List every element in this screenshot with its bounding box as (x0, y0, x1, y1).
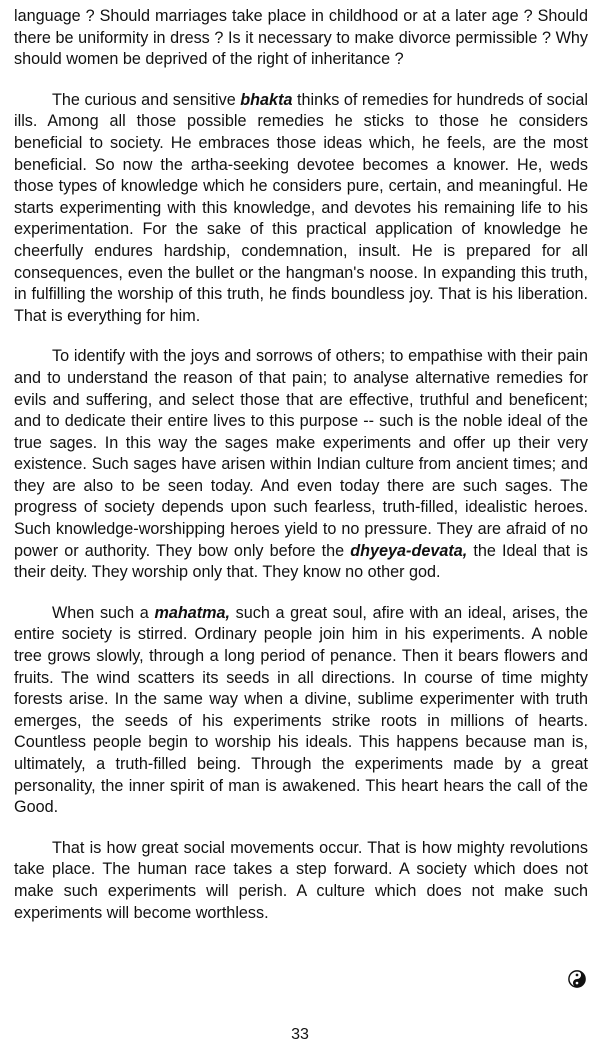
paragraph-3-text-a: To identify with the joys and sorrows of others; to empathise with their pain and to understand the reason of that pain; to analyse alternative remedies for evils and suffering, and select those that are effective, truthful and beneficent; and to dedicate their entire lives to this purpose -- such is the noble ideal of the true sages. In this way the sages make experiments and offer up their very existence. Such sages have arisen within Indian culture from ancient times; and they are also to be seen today. And even today there are such sages. The progress of society depends upon such fearless, truth-filled, idealistic heroes. Such knowledge-worshipping heroes yield to no pressure. They are afraid of no power or authority. They bow only before the (14, 347, 588, 560)
paragraph-2 (14, 90, 588, 328)
page-body (14, 6, 588, 924)
paragraph-1-text: language ? Should marriages take place in childhood or at a later age ? Should there be uniformity in dress ? Is it necessary to make divorce permissible ? Why should women be deprived of the right of inheritance ? (14, 7, 588, 69)
page-number: 33 (291, 1026, 309, 1043)
paragraph-5-text: That is how great social movements occur. That is how mighty revolutions take place. The human race takes a step forward. A society which does not make such experiments will perish. A culture which does not make such experiments will become worthless. (14, 838, 588, 922)
paragraph-1 (14, 6, 588, 71)
term-mahatma: mahatma, (154, 603, 231, 622)
paragraph-4-text-a: When such a (52, 603, 155, 622)
paragraph-3-text-b: the Ideal that is their deity. They worship only that. They know no other god. (14, 541, 588, 582)
paragraph-5 (14, 838, 588, 924)
term-dhyeya-devata: dhyeya-devata, (350, 541, 468, 560)
paragraph-2-text-a: The curious and sensitive (52, 90, 241, 109)
yin-yang-icon (568, 970, 586, 988)
paragraph-4 (14, 603, 588, 819)
paragraph-2-text-b: thinks of remedies for hundreds of social ills. Among all those possible remedies he sticks to those he considers beneficial to society. He embraces those ideas which, he feels, are the most beneficial. So now the artha-seeking devotee becomes a knower. He, weds those types of knowledge which he considers pure, certain, and meaningful. He starts experimenting with this knowledge, and devotes his remaining life to his experimentation. For the sake of this practical application of knowledge he cheerfully endures hardship, condemnation, insult. He is prepared for all consequences, even the bullet or the hangman's noose. In expanding this truth, in fulfilling the worship of this truth, he finds boundless joy. That is his liberation. That is everything for him. (14, 90, 588, 325)
paragraph-4-text-b: such a great soul, afire with an ideal, arises, the entire society is stirred. Ordinary people join him in his experiments. A noble tree grows slowly, through a long period of penance. Then it bears flowers and fruits. The wind scatters its seeds in all directions. In course of time mighty forests arise. In the same way when a divine, sublime experimenter with truth emerges, the seeds of his experiments strike roots in millions of hearts. Countless people begin to worship his ideals. This happens because man is, ultimately, a truth-filled being. Through the experiments made by a great personality, the inner spirit of man is awakened. This heart hears the call of the Good. (14, 603, 589, 817)
paragraph-3 (14, 346, 588, 584)
term-bhakta: bhakta (240, 90, 293, 109)
